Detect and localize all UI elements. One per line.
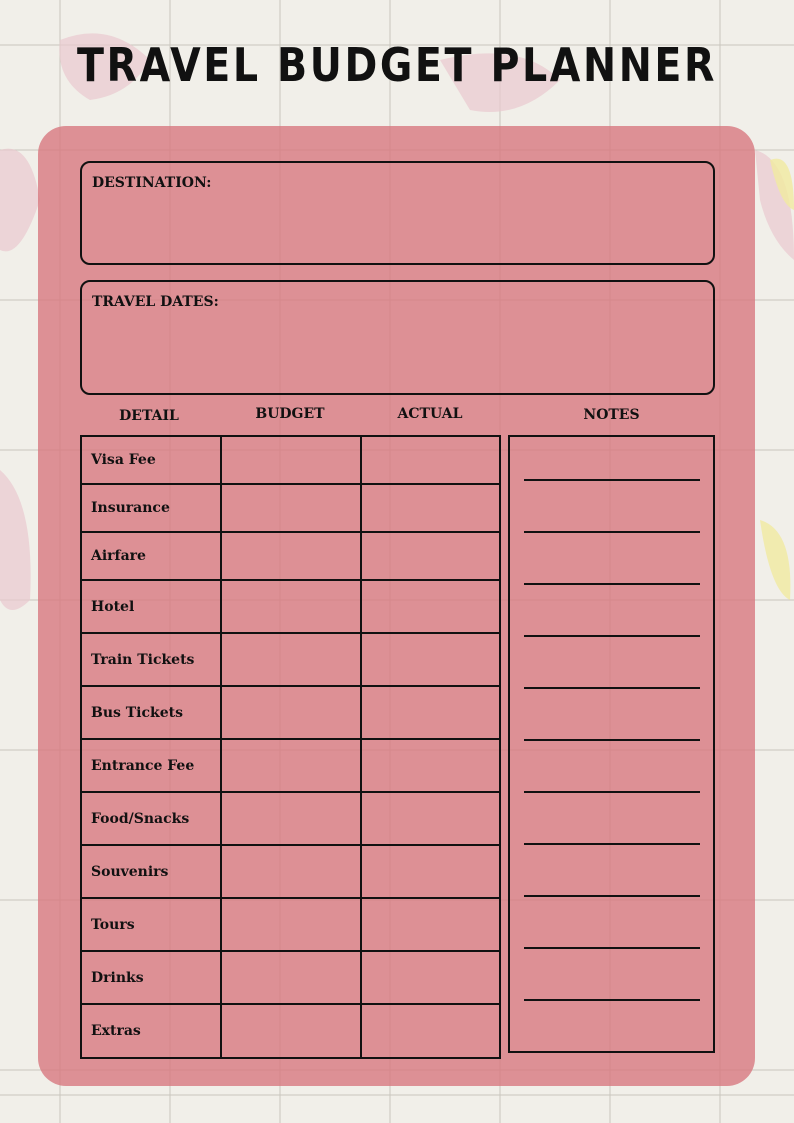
detail-cell: Airfare [81, 532, 221, 580]
detail-cell: Hotel [81, 580, 221, 633]
table-row [81, 845, 500, 898]
table-row [81, 633, 500, 686]
detail-cell: Food/Snacks [81, 792, 221, 845]
budget-header: BUDGET [255, 406, 325, 422]
actual-cell[interactable] [361, 792, 500, 845]
budget-table [80, 435, 501, 1059]
actual-cell[interactable] [361, 686, 500, 739]
table-row [81, 436, 500, 484]
budget-cell[interactable] [221, 436, 361, 484]
note-line[interactable] [524, 947, 700, 949]
travel-dates-field[interactable] [80, 280, 715, 395]
table-row [81, 484, 500, 532]
detail-header: DETAIL [119, 408, 179, 424]
table-row [81, 580, 500, 633]
detail-cell: Visa Fee [81, 436, 221, 484]
budget-cell[interactable] [221, 633, 361, 686]
detail-cell: Insurance [81, 484, 221, 532]
destination-label: DESTINATION: [92, 175, 212, 191]
note-line[interactable] [524, 739, 700, 741]
budget-cell[interactable] [221, 1004, 361, 1058]
detail-cell: Extras [81, 1004, 221, 1058]
detail-cell: Tours [81, 898, 221, 951]
note-line[interactable] [524, 687, 700, 689]
table-row [81, 898, 500, 951]
note-line[interactable] [524, 843, 700, 845]
actual-cell[interactable] [361, 580, 500, 633]
detail-cell: Train Tickets [81, 633, 221, 686]
actual-cell[interactable] [361, 484, 500, 532]
detail-cell: Souvenirs [81, 845, 221, 898]
note-line[interactable] [524, 583, 700, 585]
actual-cell[interactable] [361, 739, 500, 792]
budget-cell[interactable] [221, 532, 361, 580]
budget-cell[interactable] [221, 739, 361, 792]
budget-cell[interactable] [221, 686, 361, 739]
table-row [81, 1004, 500, 1058]
note-line[interactable] [524, 791, 700, 793]
actual-cell[interactable] [361, 1004, 500, 1058]
notes-header: NOTES [583, 407, 640, 423]
notes-box[interactable] [508, 435, 715, 1053]
actual-cell[interactable] [361, 633, 500, 686]
actual-cell[interactable] [361, 898, 500, 951]
page-title: TRAVEL BUDGET PLANNER [76, 38, 718, 92]
budget-cell[interactable] [221, 898, 361, 951]
table-row [81, 532, 500, 580]
detail-cell: Entrance Fee [81, 739, 221, 792]
table-row [81, 739, 500, 792]
table-row [81, 951, 500, 1004]
actual-cell[interactable] [361, 845, 500, 898]
actual-cell[interactable] [361, 436, 500, 484]
actual-cell[interactable] [361, 532, 500, 580]
actual-header: ACTUAL [397, 406, 463, 422]
budget-cell[interactable] [221, 951, 361, 1004]
note-line[interactable] [524, 635, 700, 637]
note-line[interactable] [524, 479, 700, 481]
note-line[interactable] [524, 999, 700, 1001]
table-row [81, 792, 500, 845]
budget-cell[interactable] [221, 845, 361, 898]
travel-dates-label: TRAVEL DATES: [92, 294, 219, 310]
budget-cell[interactable] [221, 484, 361, 532]
destination-field[interactable] [80, 161, 715, 265]
budget-cell[interactable] [221, 580, 361, 633]
detail-cell: Drinks [81, 951, 221, 1004]
actual-cell[interactable] [361, 951, 500, 1004]
note-line[interactable] [524, 895, 700, 897]
detail-cell: Bus Tickets [81, 686, 221, 739]
budget-cell[interactable] [221, 792, 361, 845]
table-row [81, 686, 500, 739]
note-line[interactable] [524, 531, 700, 533]
